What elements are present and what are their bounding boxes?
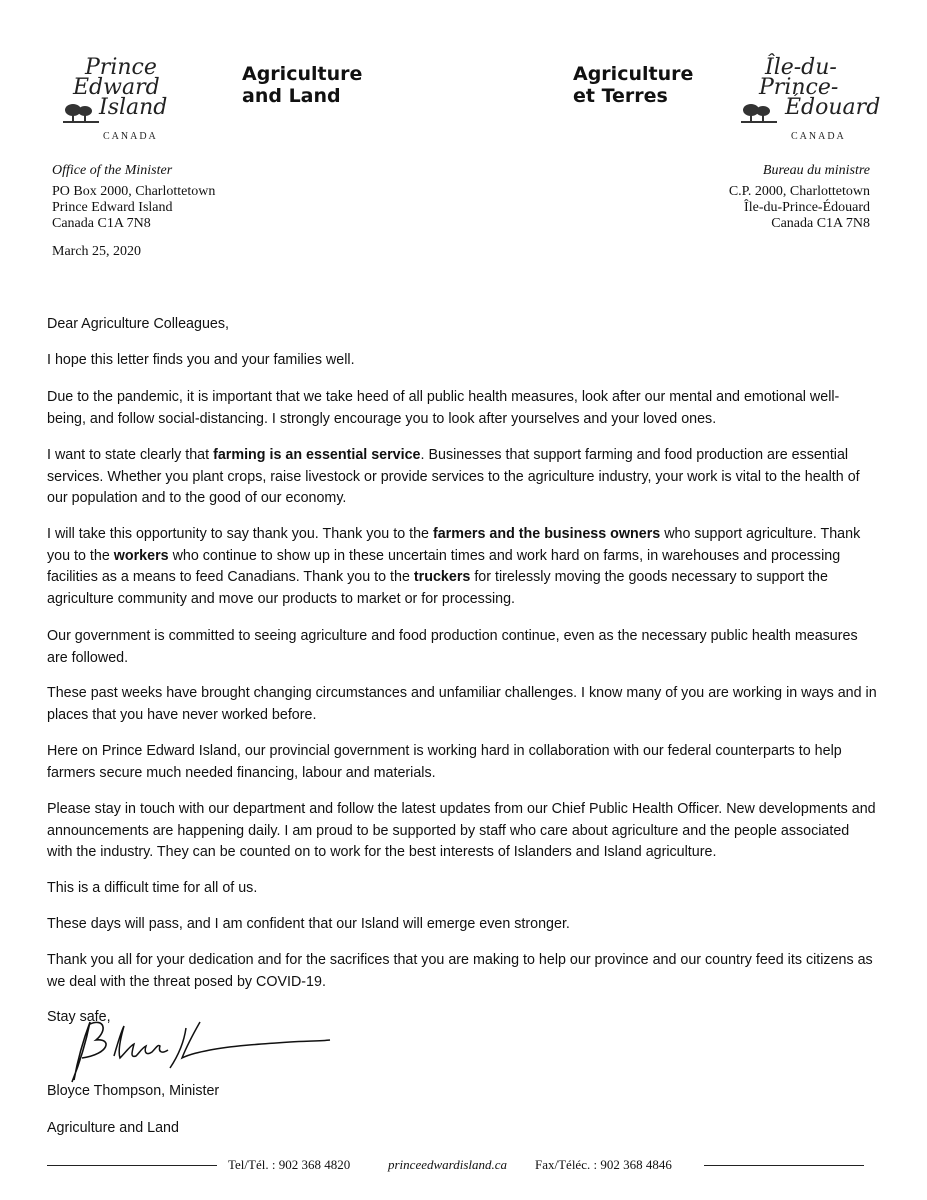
emphasis-truckers: truckers — [413, 569, 471, 585]
emphasis-essential-service: farming is an essential service — [213, 447, 421, 463]
pei-logo-english — [55, 55, 185, 148]
paragraph-6: These past weeks have brought changing circumstances and unfamiliar challenges. I know many of you are working in ways and in places that you have never worked before. — [47, 685, 877, 723]
signatory-department: Agriculture and Land — [47, 1120, 179, 1136]
logo-line-edward: Edward — [73, 75, 160, 100]
address-line: C.P. 2000, Charlottetown — [728, 184, 870, 199]
footer-rule-left — [47, 1165, 217, 1166]
logo-line-prince: Prince — [85, 55, 157, 80]
dept-fr-line1: Agriculture — [573, 63, 694, 85]
text-run: I will take this opportunity to say thank you. Thank you to the — [47, 526, 433, 542]
dept-en-line1: Agriculture — [242, 63, 363, 85]
paragraph-8: Please stay in touch with our department and follow the latest updates from our Chief Public Health Officer. New developments and announcements are happening daily. I am proud to be supported by staff who care about agriculture and the people associated with the industry. They can be counted on to work for the best interests of Islanders and Island agriculture. — [47, 801, 876, 860]
footer-telephone: Tel/Tél. : 902 368 4820 — [228, 1157, 351, 1172]
department-name-english — [242, 63, 362, 107]
paragraph-10: These days will pass, and I am confident that our Island will emerge even stronger. — [47, 916, 570, 932]
closing: Stay safe, — [47, 1009, 111, 1025]
address-line: PO Box 2000, Charlottetown — [52, 184, 216, 199]
text-run: I want to state clearly that — [47, 447, 214, 463]
footer-fax: Fax/Téléc. : 902 368 4846 — [535, 1157, 672, 1172]
dept-fr-line2: et Terres — [573, 85, 668, 107]
paragraph-3 — [47, 445, 877, 510]
paragraph-9: This is a difficult time for all of us. — [47, 880, 258, 896]
paragraph-4 — [47, 524, 877, 610]
logo-canada: CANADA — [103, 131, 158, 142]
office-address-french — [729, 163, 870, 232]
paragraph-7: Here on Prince Edward Island, our provincial government is working hard in collaboration with our federal counterparts to help farmers secure much needed financing, labour and materials. — [47, 743, 842, 781]
logo-line-edouard: Édouard — [785, 95, 881, 120]
address-line: Canada C1A 7N8 — [771, 216, 870, 231]
logo-line-island: Island — [99, 95, 168, 120]
paragraph-1: I hope this letter finds you and your families well. — [47, 352, 355, 368]
paragraph-11: Thank you all for your dedication and for the sacrifices that you are making to help our province and our country feed its citizens as we deal with the threat posed by COVID-19. — [47, 952, 873, 990]
text-run: who support agriculture. Thank you to the — [47, 526, 861, 564]
office-title: Bureau du ministre — [762, 163, 870, 178]
pei-logo-french — [735, 55, 885, 148]
address-line: Canada C1A 7N8 — [52, 216, 151, 231]
tree-icon — [59, 102, 103, 124]
emphasis-farmers: farmers and the business owners — [432, 526, 661, 542]
footer-rule-right — [704, 1165, 864, 1166]
text-run: . Businesses that support farming and food production are essential services. Whether you plant crops, raise livestock or provide services to the agriculture industry, your work is vital to the health of our population and to the good of our economy. — [47, 447, 860, 506]
logo-line-prince: Prince- — [759, 75, 839, 100]
tree-icon — [737, 102, 781, 124]
text-run: for tirelessly moving the goods necessary to support the agriculture community and move our products to market or for processing. — [47, 569, 828, 607]
handwritten-signature — [60, 1008, 340, 1088]
signatory-name: Bloyce Thompson, Minister — [47, 1083, 220, 1099]
letter-date: March 25, 2020 — [52, 244, 142, 259]
office-title: Office of the Minister — [52, 163, 173, 178]
paragraph-5: Our government is committed to seeing agriculture and food production continue, even as the necessary public health measures are followed. — [47, 628, 858, 666]
department-name-french — [573, 63, 693, 107]
emphasis-workers: workers — [113, 547, 169, 564]
logo-canada: CANADA — [791, 131, 846, 142]
address-line: Île-du-Prince-Édouard — [744, 200, 870, 215]
text-run: who continue to show up in these uncertain times and work hard on farms, in warehouses and processing facilities as a means to feed Canadians. Thank you to the — [47, 547, 841, 585]
logo-line-ile: Île-du- — [765, 55, 837, 80]
footer-website: princeedwardisland.ca — [388, 1157, 508, 1172]
dept-en-line2: and Land — [242, 85, 341, 107]
office-address-english — [52, 163, 215, 232]
address-line: Prince Edward Island — [52, 200, 173, 215]
salutation: Dear Agriculture Colleagues, — [47, 316, 229, 332]
paragraph-2: Due to the pandemic, it is important that we take heed of all public health measures, look after our mental and emotional well-being, and follow social-distancing. I strongly encourage you to look after yourselves and your loved ones. — [47, 389, 840, 427]
